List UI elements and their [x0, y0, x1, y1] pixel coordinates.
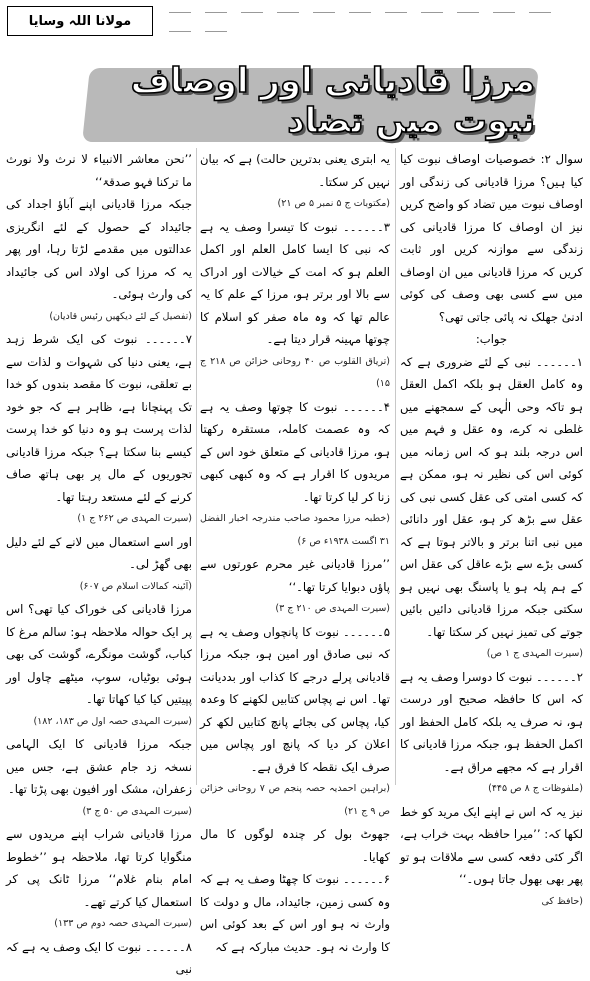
paragraph: ۴۔۔۔۔۔۔ نبوت کا چوتھا وصف یہ ہے کہ وہ عصمت کاملہ، مستقرہ رکھتا ہو، مرزا قادیانی کے متعلق خود اس کے مریدوں کا اقرار ہے کہ وہ کبھی کبھی زنا کر لیا کرتا تھا۔	[200, 399, 390, 504]
paragraph: مرزا قادیانی شراب اپنے مریدوں سے منگوایا کرتا تھا، ملاحظہ ہو ’’خطوط امام بنام غلام‘‘ مرزا ٹانک پی کر استعمال کیا کرتے تھے۔	[6, 827, 192, 909]
paragraph: ۳۔۔۔۔۔۔ نبوت کا تیسرا وصف یہ ہے کہ نبی کا ایسا کامل العلم اور اکمل العلم ہو کہ امت کے خیالات اور ادراک سے بالا اور برتر ہو، مرزا کے علم کا یہ عالم تھا کہ وہ ماہ صفر کو اسلام کا چوتھا مہینہ قرار دیتا ہے۔	[200, 219, 390, 346]
paragraph: ۶۔۔۔۔۔۔ نبوت کا چھٹا وصف یہ ہے کہ وہ کسی زمین، جائیداد، مال و دولت کا وارث نہ ہو اور اس کے بعد کوئی اس کا وارث نہ ہو۔ حدیث مبارکہ ہے کہ	[200, 872, 390, 954]
column-divider	[395, 148, 396, 785]
paragraph: جبکہ مرزا قادیانی کا ایک الہامی نسخہ زد جام عشق ہے، جس میں زعفران، مشک اور افیون بھی پڑتا تھا۔	[6, 737, 192, 796]
header-ornament-strip	[162, 0, 590, 18]
paragraph: سوال ۲: خصوصیات اوصاف نبوت کیا کیا ہیں؟ مرزا قادیانی کی زندگی اور اوصاف نبوت میں تضاد کو واضح کریں نیز ان اوصاف کا مرزا قادیانی کی زندگی سے موازنہ کریں اور ثابت کریں کہ مرزا قادیانی میں ان اوصاف میں سے کسی بھی وصف کی کوئی ادنیٰ جھلک نہ پائی جاتی تھی؟	[400, 152, 583, 324]
citation: (سیرت المہدی ص ۵۰ ج ۳)	[82, 805, 192, 817]
paragraph: مرزا قادیانی کی خوراک کیا تھی؟ اس پر ایک حوالہ ملاحظہ ہو: سالم مرغ کا کباب، گوشت مونگرے، گوشت کی بھی ہوئی بوٹیاں، سوپ، میٹھے چاول اور پپیتیں کیا کیا کھاتا تھا۔	[6, 602, 192, 706]
paragraph: نیز یہ کہ اس نے اپنے ایک مرید کو خط لکھا کہ: ’’میرا حافظہ بہت خراب ہے، اگر کئی دفعہ کسی سے ملاقات ہو تو پھر بھی بھول جاتا ہوں۔‘‘	[400, 804, 583, 886]
citation: (سیرت المہدی ص ۲۶۲ ج ۱)	[77, 513, 192, 524]
author-byline: مولانا اللہ وسایا	[7, 6, 153, 36]
paragraph: جھوٹ بول کر چندہ لوگوں کا مال کھایا۔	[200, 827, 390, 864]
citation: (سیرت المہدی ص ۲۱۰ ج ۳)	[275, 603, 390, 614]
citation: (براہین احمدیہ حصہ پنجم ص ۷ روحانی خزائن ص ۹ ج ۲۱)	[200, 783, 390, 817]
citation: (سیرت المہدی حصہ دوم ص ۱۳۳)	[54, 918, 192, 929]
paragraph: ۸۔۔۔۔۔۔ نبوت کا ایک وصف یہ ہے کہ نبی	[6, 939, 192, 976]
citation: (مکتوبات ج ۵ نمبر ۵ ص ۲۱)	[277, 198, 390, 209]
paragraph: ’’نحن معاشر الانبیاء لا نرث ولا نورث ما ترکنا فہو صدقۃ‘‘	[6, 152, 192, 189]
column-right	[400, 148, 583, 907]
paragraph: جبکہ مرزا قادیانی اپنے آباؤ اجداد کی جائیداد کے حصول کے لئے انگریزی عدالتوں میں مقدمے لڑتا رہا، اور پھر یہ کہ مرزا کی اولاد اس کی جائیداد کی وارث ہوئی۔	[6, 197, 192, 301]
paragraph: ۷۔۔۔۔۔۔ نبوت کی ایک شرط زہد ہے، یعنی دنیا کی شہوات و لذات سے بے تعلقی، نبوت کا مقصد بندوں کو خدا تک پہنچانا ہے، ظاہر ہے کہ جو خود لذات پرست ہو وہ دنیا کو خدا پرست کیسے بنا سکتا ہے؟ جبکہ مرزا قادیانی تجوریوں کے مال پر بھی ہاتھ صاف کرنے کے لئے مستعد رہتا تھا۔	[6, 332, 192, 504]
paragraph: ۵۔۔۔۔۔۔ نبوت کا پانچواں وصف یہ ہے کہ نبی صادق اور امین ہو، جبکہ مرزا قادیانی پرلے درجے کا کذاب اور بددیانت تھا۔ اس نے پچاس کتابیں لکھنے کا وعدہ کیا، پچاس کی بجائے پانچ کتابیں لکھ کر اعلان کر دیا کہ پانچ اور پچاس میں صرف ایک نقطہ کا فرق ہے۔	[200, 624, 390, 774]
paragraph: جواب:	[475, 332, 508, 346]
citation: (سیرت المہدی حصہ اول ص ۱۸۳، ۱۸۲)	[33, 715, 192, 727]
column-middle	[200, 148, 390, 954]
citation: (آئینہ کمالات اسلام ص ۶۰۷)	[79, 580, 192, 592]
citation: (حافظ کی	[541, 895, 583, 907]
paragraph: اور اسے استعمال میں لانے کے لئے دلیل بھی گھڑ لی۔	[6, 534, 192, 571]
citation: (خطبہ مرزا محمود صاحب مندرجہ اخبار الفضل ۳۱ اگست ۱۹۳۸ء ص ۶)	[200, 513, 390, 547]
paragraph: یہ ابتری یعنی بدترین حالت) ہے کہ بیان نہیں کر سکتا۔	[200, 152, 390, 189]
citation: (تریاق القلوب ص ۴۰ روحانی خزائن ص ۲۱۸ ج ۱۵)	[200, 355, 390, 389]
paragraph: ’’مرزا قادیانی غیر محرم عورتوں سے پاؤں دبوایا کرتا تھا۔‘‘	[200, 557, 390, 594]
citation: (ملفوظات ج ۸ ص ۴۴۵)	[488, 783, 583, 794]
column-left	[6, 148, 192, 976]
citation: (تفصیل کے لئے دیکھیں رئیس قادیان)	[49, 310, 192, 322]
column-divider	[196, 148, 197, 785]
paragraph: ۲۔۔۔۔۔۔ نبوت کا دوسرا وصف یہ ہے کہ اس کا حافظہ صحیح اور درست ہو، نہ صرف یہ بلکہ کامل الحفظ اور اکمل الحفظ ہو، جبکہ مرزا قادیانی کا اقرار ہے کہ مجھے مراق ہے۔	[400, 669, 583, 774]
article-title: مرزا قادیانی اور اوصاف نبوت میں تضاد	[130, 61, 535, 141]
paragraph: ۱۔۔۔۔۔۔ نبی کے لئے ضروری ہے کہ وہ کامل العقل ہو بلکہ اکمل العقل ہو تاکہ وحی الٰہی کے سمجھنے میں غلطی نہ کرے، وہ عقل و فہم میں اس درجہ بلند ہو کہ اس زمانہ میں کوئی اس کی نظیر نہ ہو، ممکن ہے کہ کسی امتی کی عقل کسی نبی کی عقل سے بڑھ کر ہو، عقل اور دانائی میں نبی اتنا برتر و بالاتر ہوتا ہے کہ کسی بڑے سے بڑے عاقل کی عقل اس کے ہم پلہ ہو یا پاسنگ بھی نہیں ہو سکتی جبکہ مرزا قادیانی دائیں بائیں جوتے کی تمیز نہیں کر سکتا تھا۔	[400, 354, 583, 639]
title-banner	[80, 60, 535, 142]
citation: (سیرت المہدی ج ۱ ص)	[486, 648, 583, 659]
